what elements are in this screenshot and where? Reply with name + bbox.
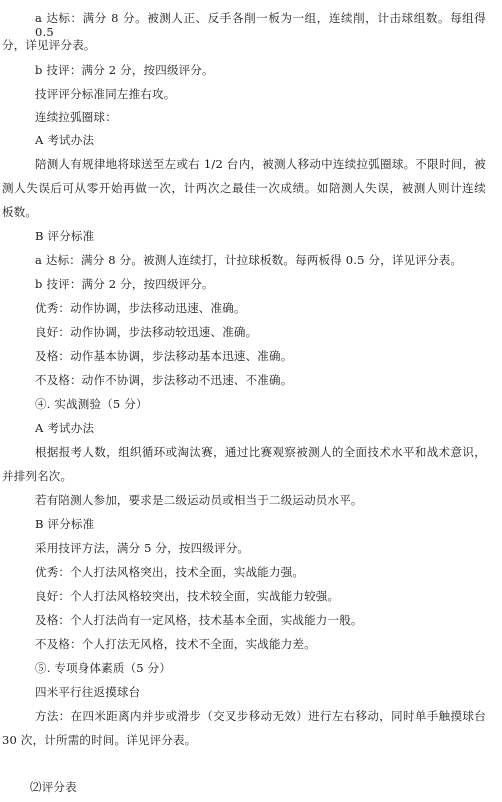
text-line: 根据报考人数，组织循环或淘汰赛，通过比赛观察被测人的全面技术水平和战术意识， xyxy=(35,445,486,459)
text-line: 陪测人有规律地将球送至左或右 1/2 台内，被测人移动中连续拉弧圈球。不限时间，被 xyxy=(35,157,486,171)
section-heading: A 考试办法 xyxy=(35,421,95,435)
text-line: 优秀：动作协调，步法移动迅速、准确。 xyxy=(35,301,246,315)
text-line: 优秀：个人打法风格突出，技术全面，实战能力强。 xyxy=(35,565,305,579)
section-heading: B 评分标准 xyxy=(35,517,95,531)
section-heading: B 评分标准 xyxy=(35,229,95,243)
text-line: a 达标：满分 8 分。被测人正、反手各削一板为一组，连续削，计击球组数。每组得 0.5 xyxy=(35,11,486,39)
text-line: 并排列名次。 xyxy=(2,469,73,483)
text-line: 技评评分标准同左推右攻。 xyxy=(35,87,176,101)
text-line: 良好：个人打法风格较突出，技术较全面，实战能力较强。 xyxy=(35,589,340,603)
text-line: a 达标：满分 8 分。被测人连续打，计拉球板数。每两板得 0.5 分，详见评分表。 xyxy=(35,253,463,267)
text-line: 及格：动作基本协调，步法移动基本迅速、准确。 xyxy=(35,349,293,363)
section-heading: ⑵评分表 xyxy=(30,780,77,794)
text-line: 采用技评方法，满分 5 分，按四级评分。 xyxy=(35,541,250,555)
text-line: 不及格：个人打法无风格，技术不全面，实战能力差。 xyxy=(35,637,316,651)
text-line: 良好：动作协调，步法移动较迅速、准确。 xyxy=(35,325,258,339)
text-line: 不及格：动作不协调，步法移动不迅速、不准确。 xyxy=(35,373,293,387)
text-line: b 技评：满分 2 分，按四级评分。 xyxy=(35,63,214,77)
text-line: 30 次，计所需的时间。详见评分表。 xyxy=(2,733,197,747)
text-line: 连续拉弧圈球： xyxy=(35,110,117,124)
text-line: 及格：个人打法尚有一定风格，技术基本全面，实战能力一般。 xyxy=(35,613,363,627)
text-line: 分，详见评分表。 xyxy=(2,38,96,52)
text-line: 若有陪测人参加，要求是二级运动员或相当于二级运动员水平。 xyxy=(35,493,363,507)
section-heading: A 考试办法 xyxy=(35,133,95,147)
text-line: 测人失误后可从零开始再做一次，计两次之最佳一次成绩。如陪测人失误，被测人则计连续 xyxy=(2,181,486,195)
text-line: 方法：在四米距离内并步或滑步（交叉步移动无效）进行左右移动，同时单手触摸球台 xyxy=(35,709,486,723)
section-heading: 四米平行往返摸球台 xyxy=(35,685,141,699)
text-line: 板数。 xyxy=(2,205,38,219)
section-heading: ⑤. 专项身体素质（5 分） xyxy=(35,661,172,675)
section-heading: ④. 实战测验（5 分） xyxy=(35,397,148,411)
text-line: b 技评：满分 2 分，按四级评分。 xyxy=(35,277,214,291)
